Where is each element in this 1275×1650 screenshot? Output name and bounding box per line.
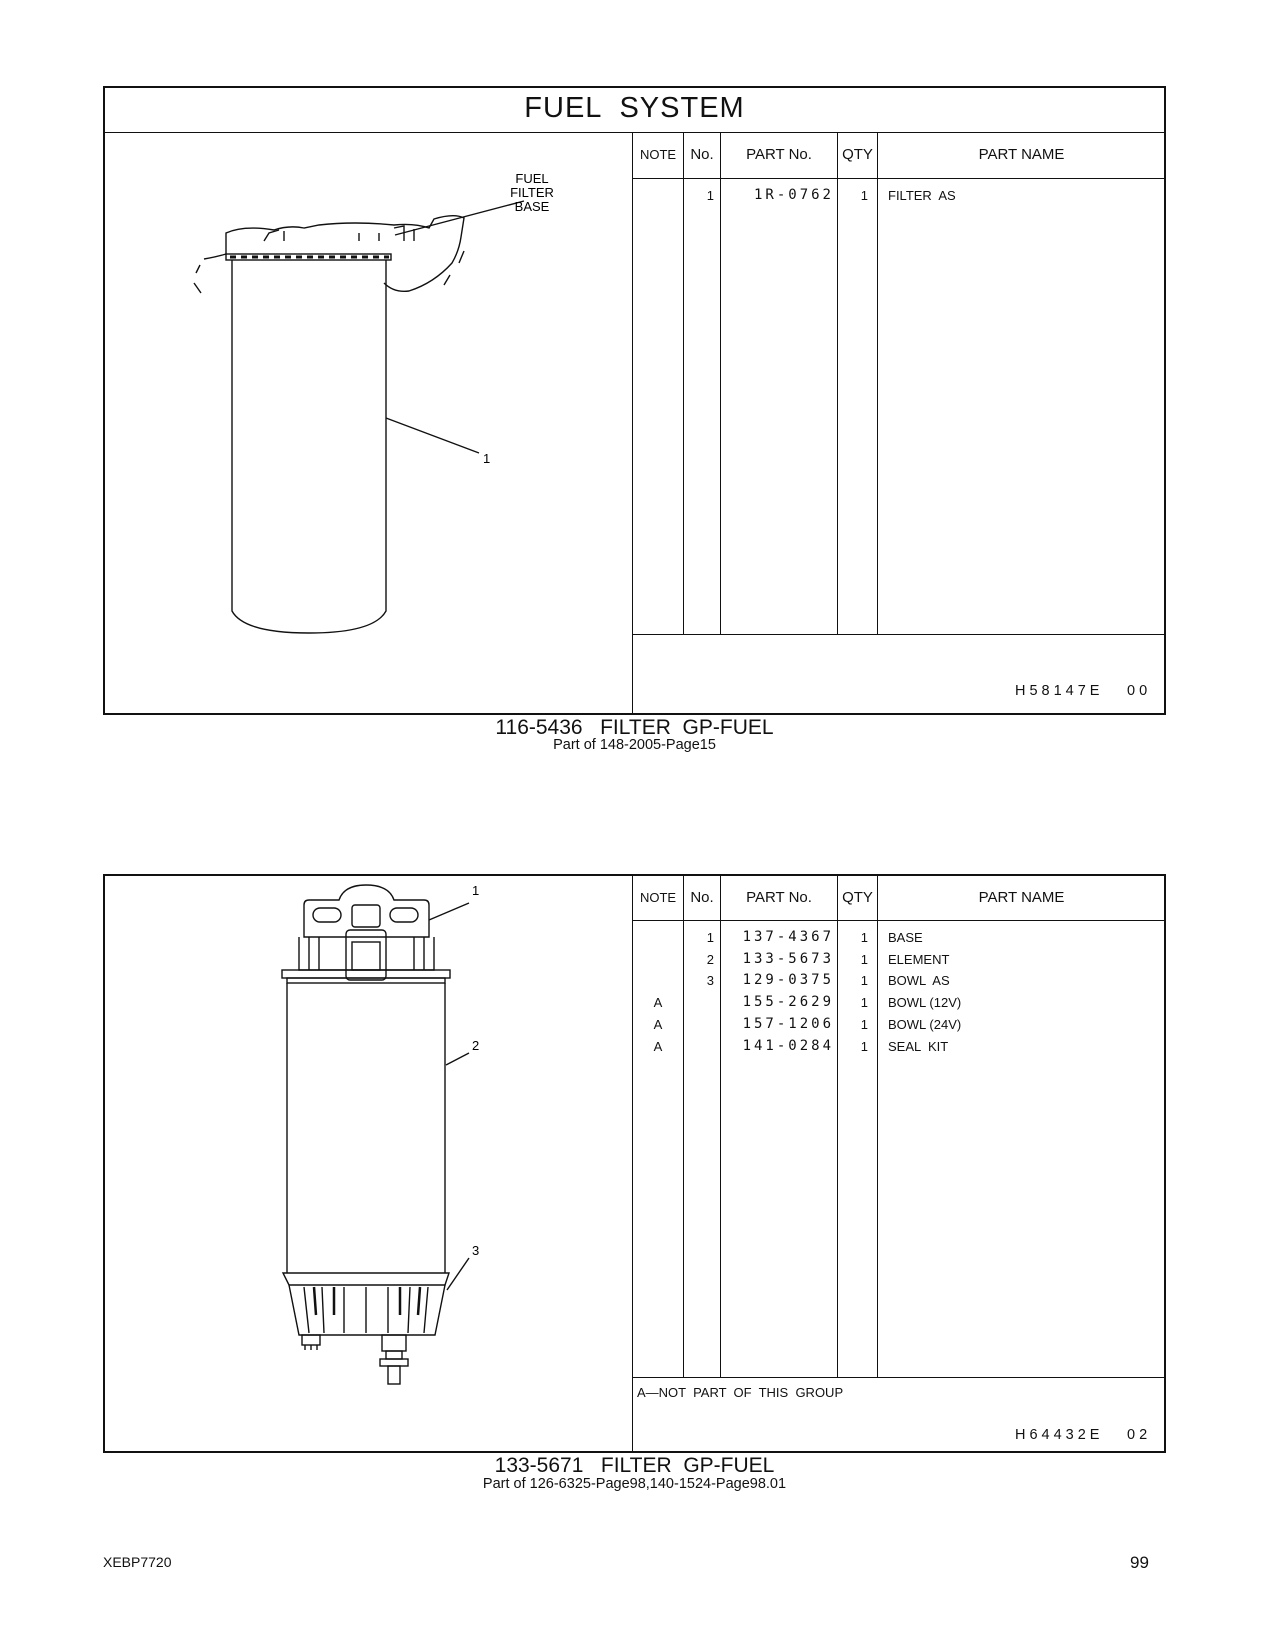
row-part-name: ELEMENT	[888, 952, 950, 967]
row-note: A	[653, 1017, 663, 1032]
col-header-note: NOTE	[639, 147, 677, 162]
drawing-code: H58147E	[1015, 683, 1104, 699]
row-qty: 1	[860, 995, 868, 1010]
document-id: XEBP7720	[103, 1554, 172, 1570]
row-qty: 1	[860, 188, 868, 203]
row-qty: 1	[860, 973, 868, 988]
row-no: 1	[706, 930, 714, 945]
illustration-divider	[632, 132, 633, 714]
row-part-no: 157-1206	[742, 1016, 834, 1032]
row-part-name: BOWL (12V)	[888, 995, 962, 1010]
col-header-qty: QTY	[842, 146, 873, 163]
callout-2: 2	[472, 1038, 480, 1053]
callout-base: BASE	[514, 199, 550, 214]
row-part-name: BOWL AS	[888, 973, 950, 988]
col-header-qty: QTY	[842, 889, 873, 906]
group-caption: 116-5436 FILTER GP-FUEL	[495, 716, 774, 739]
footnote: A—NOT PART OF THIS GROUP	[637, 1385, 844, 1400]
row-part-no: 133-5673	[742, 951, 834, 967]
col-header-part-name: PART NAME	[978, 889, 1065, 906]
row-no: 3	[706, 973, 714, 988]
row-no: 1	[706, 188, 714, 203]
row-qty: 1	[860, 930, 868, 945]
row-part-no: 1R-0762	[753, 187, 834, 203]
row-part-name: BASE	[888, 930, 923, 945]
col-sep	[720, 132, 721, 634]
filter-assembly-illustration	[104, 875, 631, 1451]
col-header-part-name: PART NAME	[978, 146, 1065, 163]
row-part-name: BOWL (24V)	[888, 1017, 962, 1032]
col-header-part-no: PART No.	[746, 889, 812, 906]
row-qty: 1	[860, 952, 868, 967]
row-part-no: 137-4367	[742, 929, 834, 945]
page-number: 99	[1130, 1553, 1149, 1572]
row-note: A	[653, 1039, 663, 1054]
drawing-rev: 00	[1127, 683, 1152, 699]
col-sep	[720, 875, 721, 1377]
drawing-rev: 02	[1127, 1427, 1152, 1443]
filter-illustration	[104, 133, 631, 713]
row-part-name: FILTER AS	[888, 188, 956, 203]
col-header-part-no: PART No.	[746, 146, 812, 163]
col-header-note: NOTE	[639, 890, 677, 905]
callout-1: 1	[483, 451, 491, 466]
group-subcaption: Part of 148-2005-Page15	[553, 737, 716, 753]
row-part-name: SEAL KIT	[888, 1039, 949, 1054]
col-sep	[683, 132, 684, 634]
row-part-no: 141-0284	[742, 1038, 834, 1054]
footer-divider	[632, 634, 1165, 635]
col-header-no: No.	[690, 146, 714, 163]
col-sep	[683, 875, 684, 1377]
drawing-code: H64432E	[1015, 1427, 1104, 1443]
footer-divider	[632, 1377, 1165, 1378]
col-header-no: No.	[690, 889, 714, 906]
callout-3: 3	[472, 1243, 480, 1258]
callout-1: 1	[472, 883, 480, 898]
row-part-no: 155-2629	[742, 994, 834, 1010]
col-sep	[837, 132, 838, 634]
row-part-no: 129-0375	[742, 972, 834, 988]
header-underline	[632, 178, 1165, 179]
section-title: FUEL SYSTEM	[524, 92, 745, 124]
row-note: A	[653, 995, 663, 1010]
illustration-divider	[632, 875, 633, 1452]
col-sep	[837, 875, 838, 1377]
group-caption: 133-5671 FILTER GP-FUEL	[494, 1454, 775, 1477]
group-subcaption: Part of 126-6325-Page98,140-1524-Page98.01	[482, 1476, 787, 1492]
row-no: 2	[706, 952, 714, 967]
callout-filter: FILTER	[510, 185, 554, 200]
header-underline	[632, 920, 1165, 921]
row-qty: 1	[860, 1017, 868, 1032]
col-sep	[877, 132, 878, 634]
callout-fuel: FUEL	[515, 171, 549, 186]
row-qty: 1	[860, 1039, 868, 1054]
col-sep	[877, 875, 878, 1377]
